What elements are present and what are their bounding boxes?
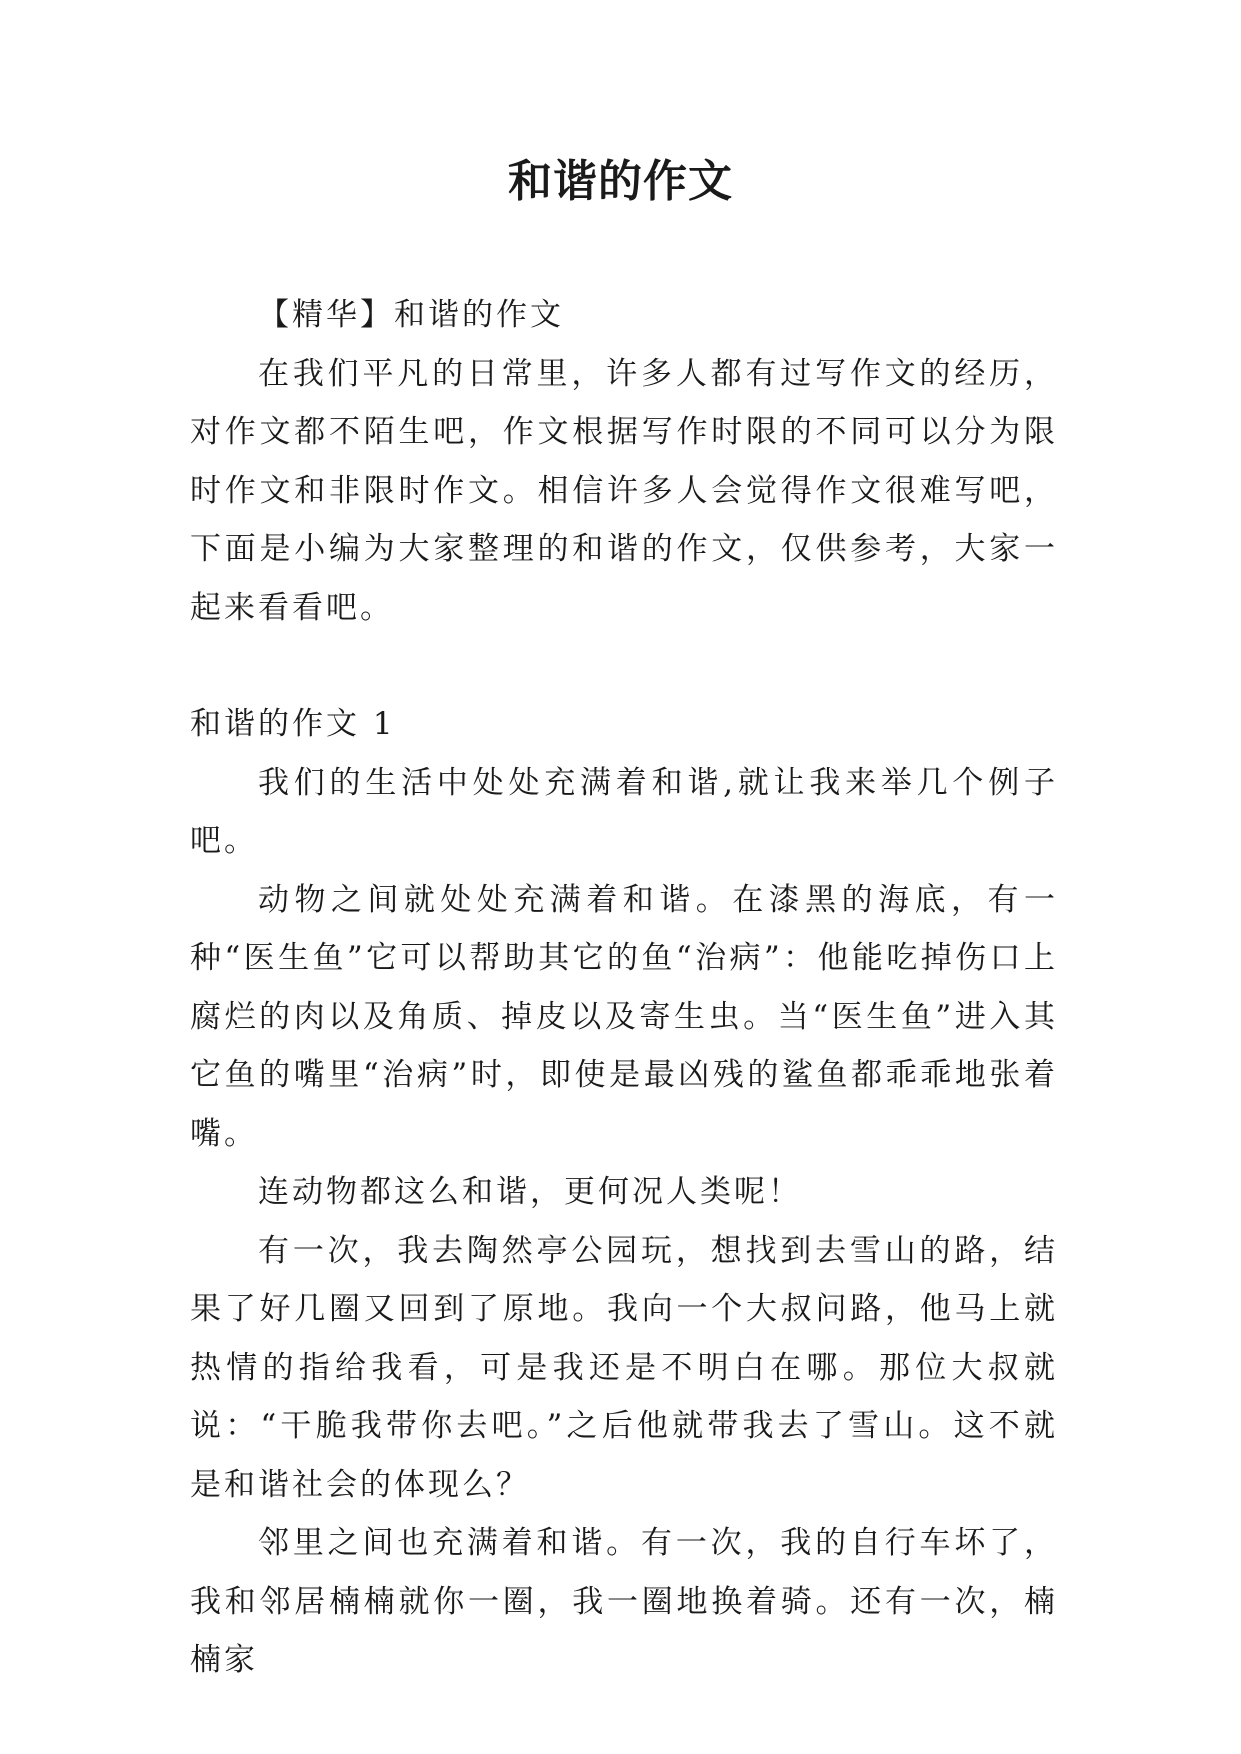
- section-spacer: [190, 637, 1058, 695]
- intro-heading: 【精华】和谐的作文: [258, 297, 564, 333]
- body-paragraph: 有一次，我去陶然亭公园玩，想找到去雪山的路，结果了好几圈又回到了原地。我向一个大叔问路，他马上就热情的指给我看，可是我还是不明白在哪。那位大叔就说：“干脆我带你去吧。”之后他就带我去了雪山。这不就是和谐社会的体现么？: [190, 1232, 1058, 1503]
- body-paragraph: 连动物都这么和谐，更何况人类呢！: [258, 1174, 802, 1210]
- body-paragraph: 动物之间就处处充满着和谐。在漆黑的海底，有一种“医生鱼”它可以帮助其它的鱼“治病”：他能吃掉伤口上腐烂的肉以及角质、掉皮以及寄生虫。当“医生鱼”进入其它鱼的嘴里“治病”时，即使是最凶残的鲨鱼都乖乖地张着嘴。: [190, 881, 1058, 1152]
- page-title: 和谐的作文: [508, 156, 733, 207]
- document-body: [190, 286, 1058, 1690]
- body-paragraph: 邻里之间也充满着和谐。有一次，我的自行车坏了，我和邻居楠楠就你一圈，我一圈地换着骑。还有一次，楠楠家: [190, 1525, 1058, 1678]
- body-paragraph: 我们的生活中处处充满着和谐,就让我来举几个例子吧。: [190, 764, 1058, 859]
- section-heading: 和谐的作文 1: [190, 706, 396, 742]
- intro-paragraph: 在我们平凡的日常里，许多人都有过写作文的经历，对作文都不陌生吧，作文根据写作时限的不同可以分为限时作文和非限时作文。相信许多人会觉得作文很难写吧，下面是小编为大家整理的和谐的作文，仅供参考，大家一起来看看吧。: [190, 355, 1058, 626]
